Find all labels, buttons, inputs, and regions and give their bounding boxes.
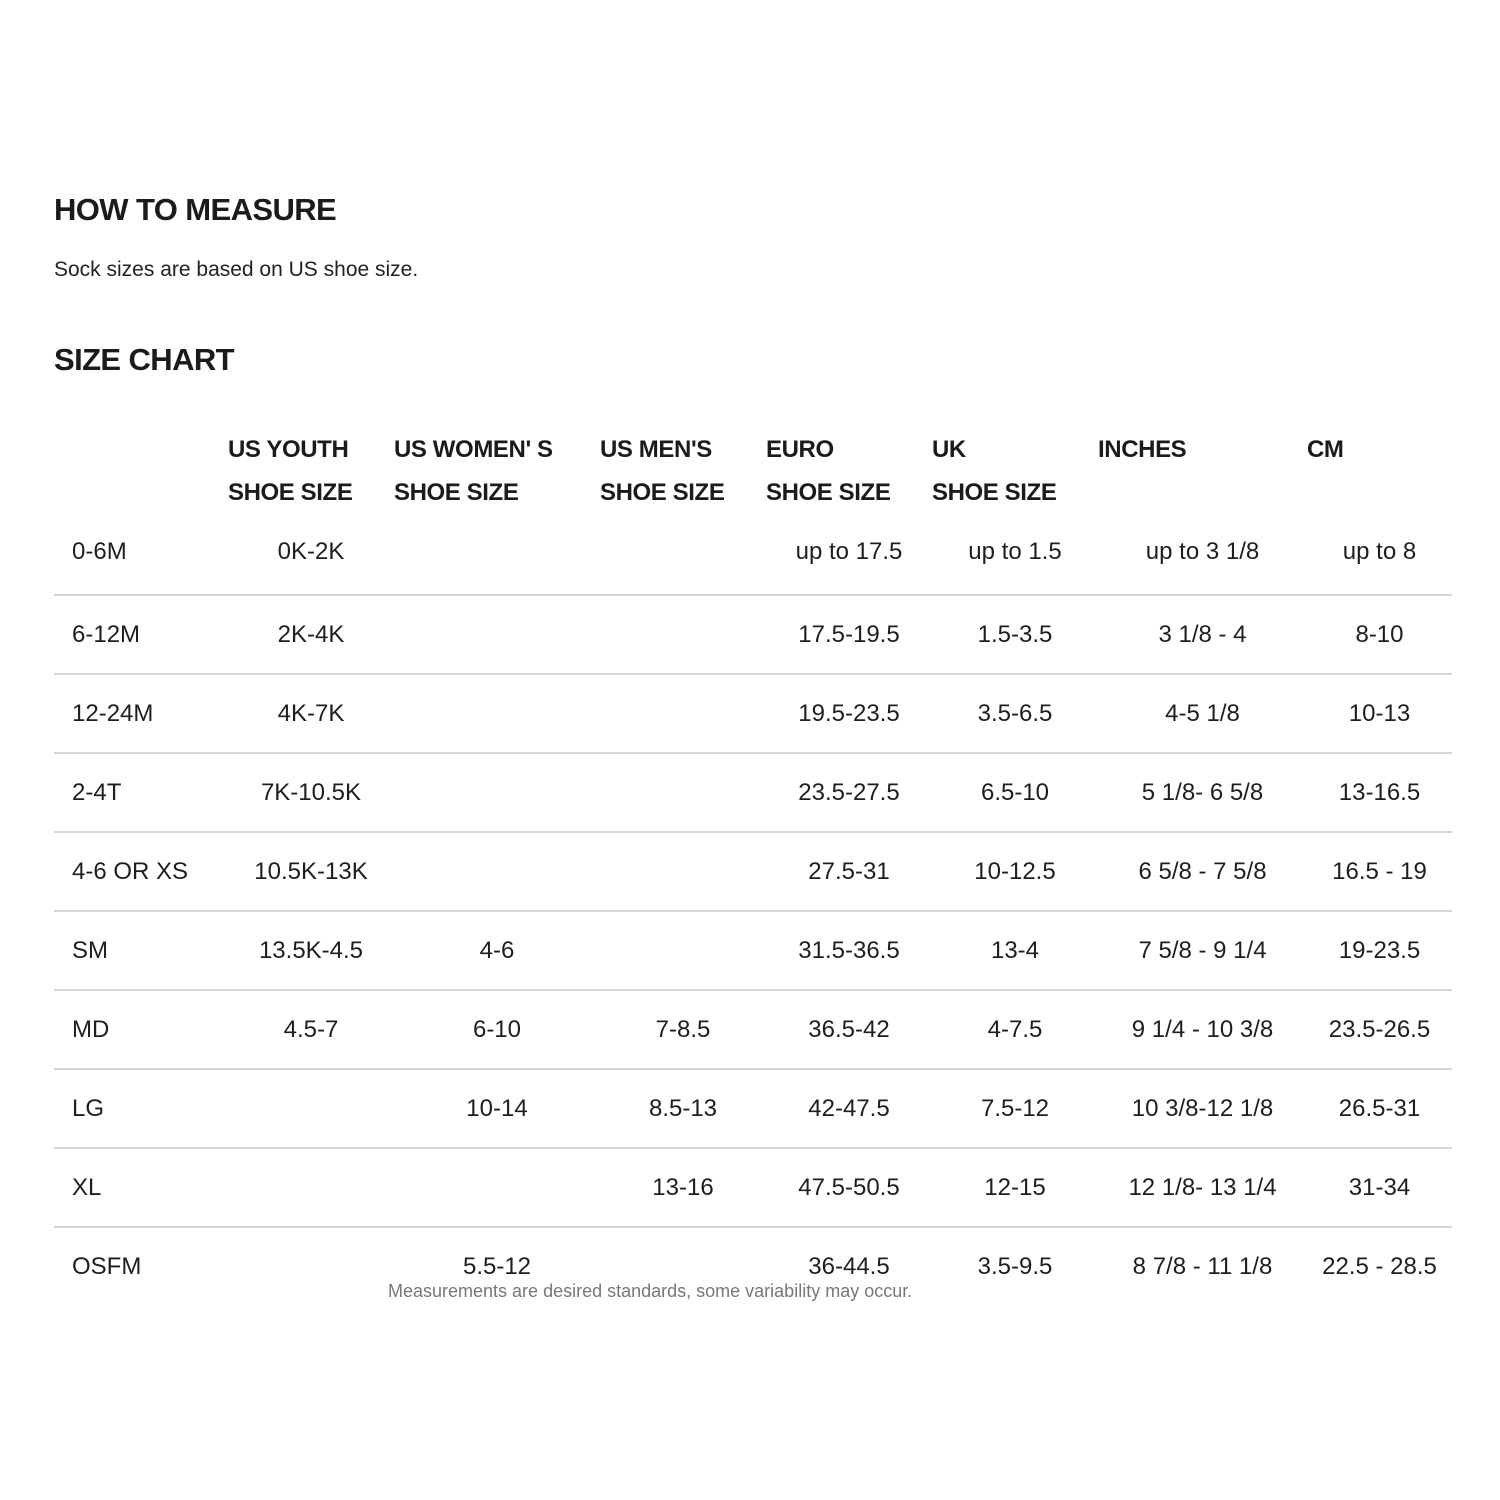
- size-chart-table: [54, 428, 1452, 1305]
- column-header-line: US YOUTH: [228, 436, 349, 463]
- header-us-womens: [394, 428, 600, 532]
- cell-us-youth: 10.5K-13K: [228, 832, 394, 911]
- cell-us-youth: 4K-7K: [228, 674, 394, 753]
- cell-cm: 16.5 - 19: [1307, 832, 1452, 911]
- cell-us-mens: 13-16: [600, 1148, 766, 1227]
- cell-us-mens: [600, 753, 766, 832]
- column-header-line: SHOE SIZE: [932, 479, 1057, 506]
- cell-inches: 10 3/8-12 1/8: [1098, 1069, 1307, 1148]
- cell-uk: 12-15: [932, 1148, 1098, 1227]
- cell-cm: 22.5 - 28.5: [1322, 1252, 1437, 1280]
- column-header-line: UK: [932, 436, 966, 463]
- table-row: [54, 1148, 1452, 1227]
- footnote: Measurements are desired standards, some variability may occur.: [388, 1281, 913, 1301]
- table-body: [54, 532, 1452, 1305]
- cell-uk: up to 1.5: [932, 532, 1098, 595]
- cell-size-label: 0-6M: [54, 532, 228, 595]
- cell-euro: 23.5-27.5: [766, 753, 932, 832]
- cell-uk: 7.5-12: [932, 1069, 1098, 1148]
- cell-us-mens: [600, 532, 766, 595]
- cell-us-youth: 0K-2K: [228, 532, 394, 595]
- cell-us-mens: [600, 832, 766, 911]
- cell-us-mens: [600, 911, 766, 990]
- table-header-row: [54, 428, 1452, 532]
- cell-inches: 5 1/8- 6 5/8: [1098, 753, 1307, 832]
- cell-size-label: LG: [54, 1069, 228, 1148]
- cell-us-womens: [394, 595, 600, 674]
- cell-size-label: OSFM: [72, 1252, 142, 1280]
- column-header-line: US WOMEN' S: [394, 436, 553, 463]
- table-row: [54, 990, 1452, 1069]
- table-row: [54, 832, 1452, 911]
- cell-cm: 26.5-31: [1307, 1069, 1452, 1148]
- cell-uk: 13-4: [932, 911, 1098, 990]
- cell-uk: 1.5-3.5: [932, 595, 1098, 674]
- column-header-line: SHOE SIZE: [600, 479, 725, 506]
- cell-us-womens: 6-10: [394, 990, 600, 1069]
- cell-cm: up to 8: [1307, 532, 1452, 595]
- cell-uk: 4-7.5: [932, 990, 1098, 1069]
- cell-uk: 3.5-9.5: [977, 1252, 1053, 1280]
- column-header-line: SHOE SIZE: [766, 479, 891, 506]
- column-header-line: CM: [1307, 436, 1344, 463]
- header-us-mens: [600, 428, 766, 532]
- cell-us-youth: 13.5K-4.5: [228, 911, 394, 990]
- cell-us-youth: 2K-4K: [228, 595, 394, 674]
- cell-us-youth: [228, 1227, 394, 1305]
- table-row: [54, 911, 1452, 990]
- cell-euro: 27.5-31: [766, 832, 932, 911]
- cell-cm: 8-10: [1307, 595, 1452, 674]
- cell-us-mens: [600, 674, 766, 753]
- size-guide: [54, 190, 1452, 1305]
- cell-euro: 36.5-42: [766, 990, 932, 1069]
- header-inches: [1098, 428, 1307, 532]
- cell-us-womens: [394, 1148, 600, 1227]
- column-header-line: [54, 471, 228, 514]
- cell-size-label: XL: [54, 1148, 228, 1227]
- cell-cm: 31-34: [1307, 1148, 1452, 1227]
- header-cm: [1307, 428, 1452, 532]
- cell-inches: 9 1/4 - 10 3/8: [1098, 990, 1307, 1069]
- cell-inches: 7 5/8 - 9 1/4: [1098, 911, 1307, 990]
- how-to-measure-text: Sock sizes are based on US shoe size.: [54, 258, 419, 281]
- cell-us-womens: [394, 832, 600, 911]
- cell-us-mens: 8.5-13: [600, 1069, 766, 1148]
- cell-size-label: MD: [54, 990, 228, 1069]
- cell-us-womens: [394, 532, 600, 595]
- cell-us-mens: 7-8.5: [600, 990, 766, 1069]
- cell-inches: 8 7/8 - 11 1/8: [1132, 1252, 1273, 1280]
- column-header-line: SHOE SIZE: [394, 479, 519, 506]
- cell-us-womens: 5.5-12: [462, 1252, 532, 1280]
- column-header-line: [54, 428, 228, 471]
- header-uk: [932, 428, 1098, 532]
- cell-us-mens: [600, 595, 766, 674]
- table-row: [54, 595, 1452, 674]
- column-header-line: US MEN'S: [600, 436, 712, 463]
- table-row: [54, 753, 1452, 832]
- how-to-measure-heading: HOW TO MEASURE: [54, 192, 337, 227]
- cell-inches: 6 5/8 - 7 5/8: [1098, 832, 1307, 911]
- table-row: [54, 1069, 1452, 1148]
- cell-euro: 19.5-23.5: [766, 674, 932, 753]
- cell-euro: 36-44.5: [808, 1252, 890, 1280]
- cell-size-label: SM: [54, 911, 228, 990]
- cell-size-label: 4-6 OR XS: [54, 832, 228, 911]
- cell-euro: 42-47.5: [766, 1069, 932, 1148]
- cell-euro: 17.5-19.5: [766, 595, 932, 674]
- cell-us-youth: 7K-10.5K: [228, 753, 394, 832]
- column-header-line: SHOE SIZE: [228, 479, 353, 506]
- column-header-line: EURO: [766, 436, 834, 463]
- table-row: [54, 532, 1452, 595]
- header-us-youth: [228, 428, 394, 532]
- cell-cm: 23.5-26.5: [1307, 990, 1452, 1069]
- cell-us-youth: 4.5-7: [228, 990, 394, 1069]
- cell-us-womens: [394, 674, 600, 753]
- cell-us-womens: [394, 753, 600, 832]
- cell-uk: 3.5-6.5: [932, 674, 1098, 753]
- cell-inches: 3 1/8 - 4: [1098, 595, 1307, 674]
- cell-uk: 10-12.5: [932, 832, 1098, 911]
- cell-us-womens: 4-6: [394, 911, 600, 990]
- header-euro: [766, 428, 932, 532]
- cell-size-label: 2-4T: [54, 753, 228, 832]
- cell-us-youth: [228, 1148, 394, 1227]
- size-chart-heading: SIZE CHART: [54, 342, 235, 377]
- cell-euro: 47.5-50.5: [766, 1148, 932, 1227]
- column-header-line: INCHES: [1098, 436, 1187, 463]
- cell-size-label: 6-12M: [54, 595, 228, 674]
- cell-cm: 13-16.5: [1307, 753, 1452, 832]
- cell-inches: 12 1/8- 13 1/4: [1098, 1148, 1307, 1227]
- cell-euro: 31.5-36.5: [766, 911, 932, 990]
- cell-inches: up to 3 1/8: [1098, 532, 1307, 595]
- cell-cm: 19-23.5: [1307, 911, 1452, 990]
- cell-uk: 6.5-10: [932, 753, 1098, 832]
- table-row: [54, 674, 1452, 753]
- cell-inches: 4-5 1/8: [1098, 674, 1307, 753]
- cell-us-youth: [228, 1069, 394, 1148]
- cell-us-womens: 10-14: [394, 1069, 600, 1148]
- header-size-label: [54, 428, 228, 532]
- cell-size-label: 12-24M: [54, 674, 228, 753]
- column-header-line: [1098, 471, 1307, 514]
- cell-euro: up to 17.5: [766, 532, 932, 595]
- column-header-line: [1307, 471, 1452, 514]
- cell-cm: 10-13: [1307, 674, 1452, 753]
